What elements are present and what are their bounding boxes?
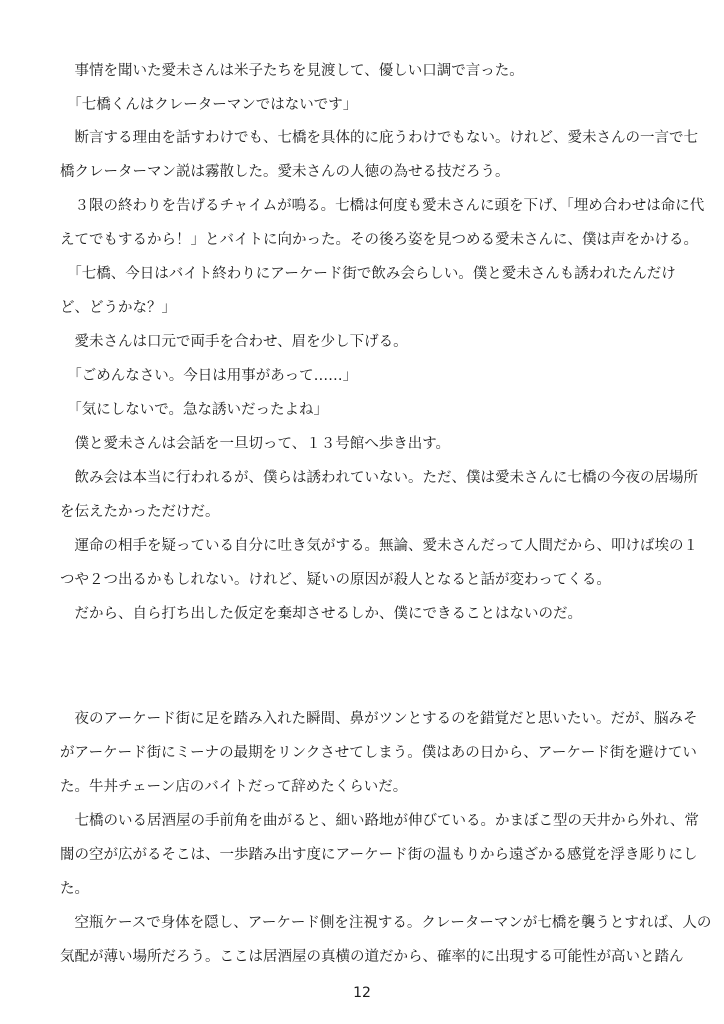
text-line: た。牛丼チェーン店のバイトだって辞めたくらいだ。 [60,779,408,795]
text-line: がアーケード街にミーナの最期をリンクさせてしまう。僕はあの日から、アーケード街を避けてい [60,745,697,761]
text-line: た。 [60,881,89,897]
text-line: 「七橋くんはクレーターマンではないです」 [60,97,358,113]
text-line: ど、どうかな？」 [60,300,176,316]
text-line: 闇の空が広がるそこは、一歩踏み出す度にアーケード街の温もりから遠ざかる感覚を浮き彫りにし [60,847,698,863]
text-line: だから、自ら打ち出した仮定を棄却させるしか、僕にできることはないのだ。 [60,606,582,622]
text-line: 運命の相手を疑っている自分に吐き気がする。無論、愛未さんだって人間だから、叩けば埃の１ [60,538,698,554]
text-line: 橋クレーターマン説は霧散した。愛未さんの人徳の為せる技だろう。 [60,164,510,180]
page-number: 12 [353,985,371,1001]
text-line: 飲み会は本当に行われるが、僕らは誘われていない。ただ、僕は愛未さんに七橋の今夜の居場所 [60,470,698,486]
text-line: 事情を聞いた愛未さんは米子たちを見渡して、優しい口調で言った。 [60,63,524,79]
text-line: 空瓶ケースで身体を隠し、アーケード側を注視する。クレーターマンが七橋を襲うとすれば、人の [60,915,712,931]
text-line: 断言する理由を話すわけでも、七橋を具体的に庇うわけでもない。けれど、愛未さんの一言で七 [60,130,698,146]
text-line: 僕と愛未さんは会話を一旦切って、１３号館へ歩き出す。 [60,436,451,452]
text-line: 「気にしないで。急な誘いだったよね」 [60,402,328,418]
text-line: 「ごめんなさい。今日は用事があって……」 [60,368,358,384]
text-line: 夜のアーケード街に足を踏み入れた瞬間、鼻がツンとするのを錯覚だと思いたい。だが、脳みそ [60,711,698,727]
text-line: えてでもするから！」とバイトに向かった。その後ろ姿を見つめる愛未さんに、僕は声をかける。 [60,232,698,248]
text-line: を伝えたかっただけだ。 [60,504,220,520]
text-line: 気配が薄い場所だろう。ここは居酒屋の真横の道だから、確率的に出現する可能性が高いと踏ん [60,949,684,965]
text-line: つや２つ出るかもしれない。けれど、疑いの原因が殺人となると話が変わってくる。 [60,572,611,588]
text-line: ３限の終わりを告げるチャイムが鳴る。七橋は何度も愛未さんに頭を下げ、「埋め合わせは命に代 [60,198,705,214]
text-line: 七橋のいる居酒屋の手前角を曲がると、細い路地が伸びている。かまぼこ型の天井から外れ、常 [60,813,699,829]
text-line: 愛未さんは口元で両手を合わせ、眉を少し下げる。 [60,334,408,350]
text-line: 「七橋、今日はバイト終わりにアーケード街で飲み会らしい。僕と愛未さんも誘われたんだけ [60,266,676,282]
